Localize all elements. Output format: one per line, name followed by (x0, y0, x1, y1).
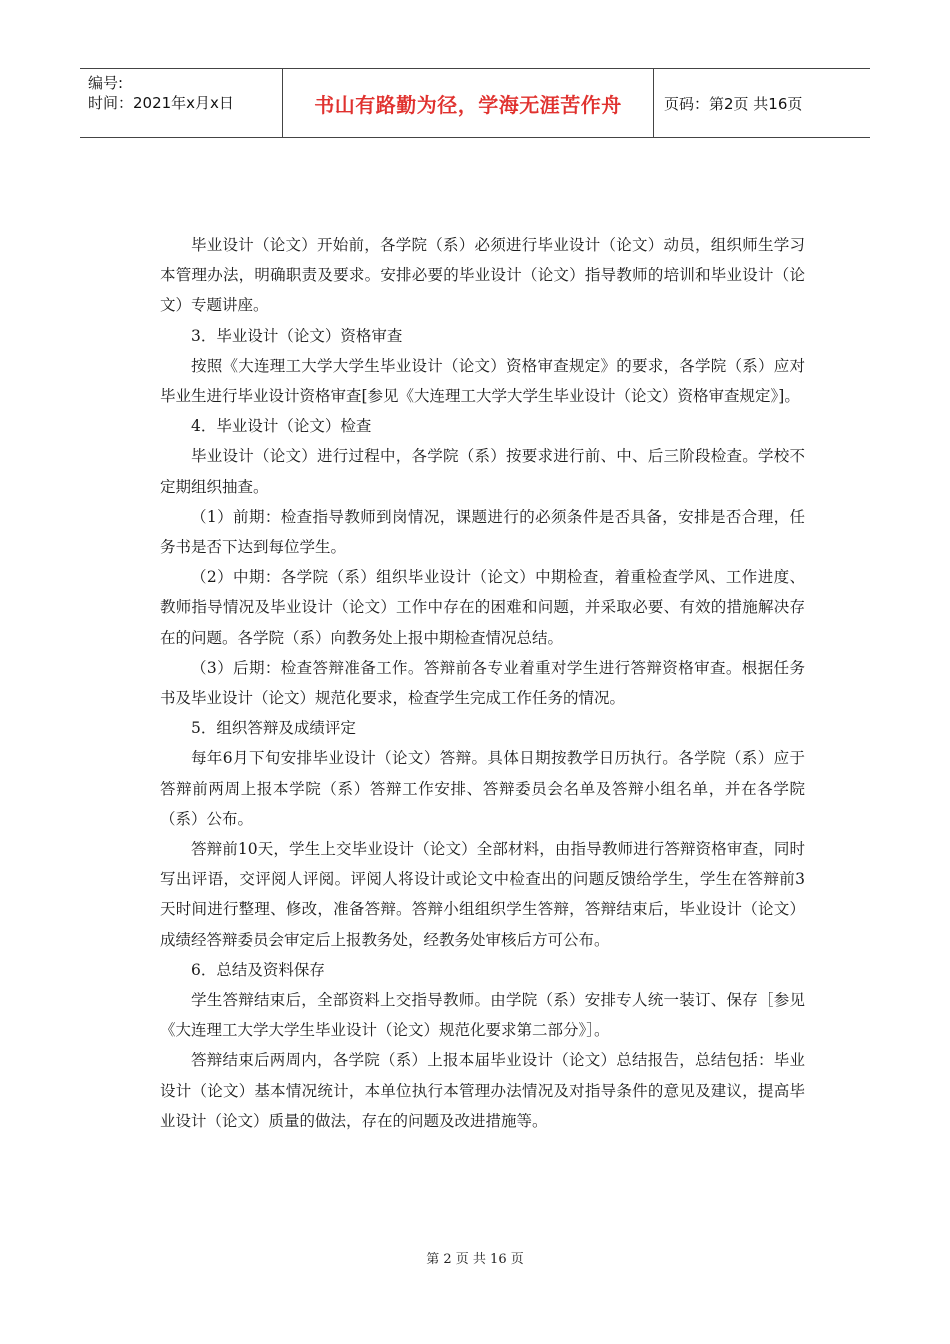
section-heading: 3．毕业设计（论文）资格审查 (191, 326, 403, 345)
paragraph: （3）后期：检查答辩准备工作。答辩前各专业着重对学生进行答辩资格审查。根据任务书及毕业设计（论文）规范化要求，检查学生完成工作任务的情况。 (160, 658, 805, 708)
section-heading: 5．组织答辩及成绩评定 (191, 719, 356, 738)
paragraph: 答辩结束后两周内，各学院（系）上报本届毕业设计（论文）总结报告，总结包括：毕业设计（论文）基本情况统计，本单位执行本管理办法情况及对指导条件的意见及建议，提高毕业设计（论文）质量的做法，存在的问题及改进措施等。 (160, 1051, 805, 1130)
document-body (160, 230, 805, 1136)
paragraph: 毕业设计（论文）开始前，各学院（系）必须进行毕业设计（论文）动员，组织师生学习本管理办法，明确职责及要求。安排必要的毕业设计（论文）指导教师的培训和毕业设计（论文）专题讲座。 (160, 236, 805, 315)
page-footer: 第 2 页 共 16 页 (426, 1252, 524, 1267)
paragraph: 按照《大连理工大学大学生毕业设计（论文）资格审查规定》的要求，各学院（系）应对毕业生进行毕业设计资格审查[参见《大连理工大学大学生毕业设计（论文）资格审查规定》]。 (160, 356, 805, 406)
paragraph: （1）前期：检查指导教师到岗情况，课题进行的必须条件是否具备，安排是否合理，任务书是否下达到每位学生。 (160, 507, 805, 557)
page-header (80, 68, 870, 138)
section-heading: 4．毕业设计（论文）检查 (191, 417, 372, 436)
paragraph: （2）中期：各学院（系）组织毕业设计（论文）中期检查，着重检查学风、工作进度、教师指导情况及毕业设计（论文）工作中存在的困难和问题，并采取必要、有效的措施解决存在的问题。各学院（系）向教务处上报中期检查情况总结。 (160, 568, 805, 647)
section-heading: 6．总结及资料保存 (191, 960, 325, 979)
paragraph: 学生答辩结束后，全部资料上交指导教师。由学院（系）安排专人统一装订、保存［参见《大连理工大学大学生毕业设计（论文）规范化要求第二部分》］。 (160, 991, 805, 1040)
header-motto: 书山有路勤为径，学海无涯苦作舟 (282, 69, 654, 137)
header-meta (80, 69, 282, 137)
paragraph: 每年6月下旬安排毕业设计（论文）答辩。具体日期按教学日历执行。各学院（系）应于答辩前两周上报本学院（系）答辩工作安排、答辩委员会名单及答辩小组名单，并在各学院（系）公布。 (160, 749, 805, 828)
document-number-label: 编号: (88, 74, 124, 92)
paragraph: 答辩前10天，学生上交毕业设计（论文）全部材料，由指导教师进行答辩资格审查，同时写出评语，交评阅人评阅。评阅人将设计或论文中检查出的问题反馈给学生，学生在答辩前3天时间进行整理、修改，准备答辩。答辩小组组织学生答辩，答辩结束后，毕业设计（论文）成绩经答辩委员会审定后上报教务处，经教务处审核后方可公布。 (160, 840, 805, 949)
paragraph: 毕业设计（论文）进行过程中，各学院（系）按要求进行前、中、后三阶段检查。学校不定期组织抽查。 (160, 447, 805, 496)
header-page-info: 页码：第2页 共16页 (664, 94, 803, 113)
document-date-label: 时间：2021年x月x日 (88, 94, 234, 112)
